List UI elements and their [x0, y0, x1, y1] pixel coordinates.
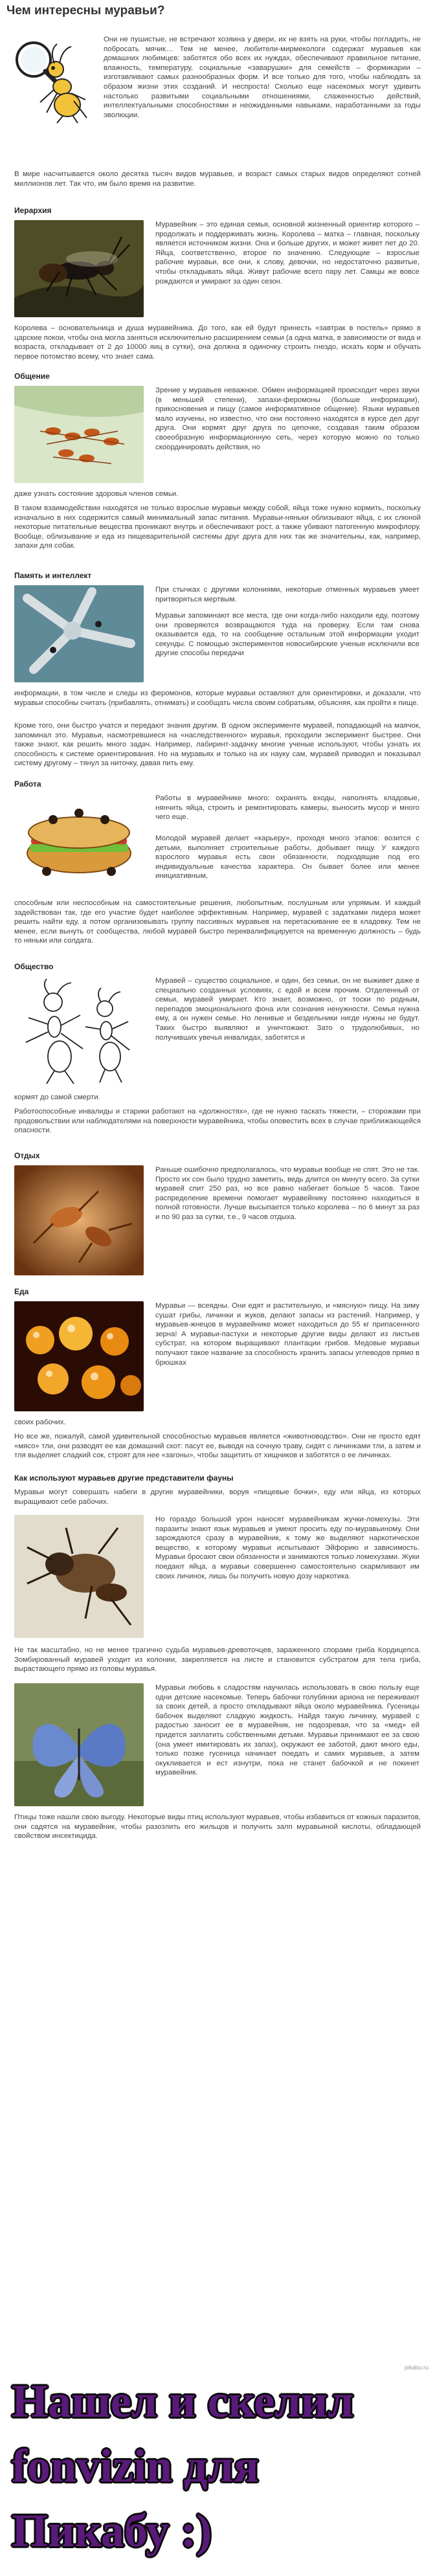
ant-sandwich-cartoon [14, 794, 144, 891]
ant-sketch-drawing [14, 976, 144, 1086]
memory-paragraph-3: информации, в том числе и следы из феромонов, которые муравьи оставляют для ориентировки, и доказали, что муравьи способны считать (прибавлять, отнимать) и сообщать числа своим собратьям, объясняя, как пройти к пище. [14, 689, 421, 707]
section-heading-memory: Память и интеллект [14, 571, 92, 580]
ant-magnifier-illustration [9, 34, 93, 124]
exploit-paragraph-0: Муравьи могут совершать набеги в другие муравейники, воруя «пищевые бочки», еду или яйца, из которых выращивают себе рабочих. [14, 1488, 421, 1506]
banner-line-3: Пикабу :) [12, 2505, 212, 2557]
ant-maze-experiment-photo [14, 585, 144, 682]
honeypot-ants-photo [14, 1301, 144, 1411]
hierarchy-paragraph-1: Муравейник – это единая семья, основной жизненный ориентир которого – продолжать и поддерживать жизнь. Королева – матка – главная, поскольку является источником жизни. Она и больше других, и может живет лет до 20. Яйца, соответственно, второе по значению. Следующие – взрослые рабочие муравьи, все они, к слову, девочки, но недостаточно развитые, чтобы откладывать яйца. Живут рабочие всего пару лет. Самцы же вовсе рождаются и умирают за один сезон. [155, 221, 419, 286]
section-heading-work: Работа [14, 779, 41, 789]
section-heading-hierarchy: Иерархия [14, 206, 52, 215]
section-heading-exploit: Как используют муравьев другие представители фауны [14, 1473, 234, 1483]
food-paragraph-1: Муравьи — всеядны. Они едят и растительную, и «мясную» пищу. На зиму сушат грибы, личинки и жуков, делают запасы из растений. Например, у муравьев-жнецов в муравейнике может находиться до 55 кг припасенного зерна! А муравьи-пастухи и некоторые другие виды делают из листьев субстрат, на котором выращивают плантации грибов. Медовые муравьи получают такое название за способность хранить запасы углеводов прямо в брюшках [155, 1302, 419, 1367]
banner-line-2: fonvizin для [12, 2440, 259, 2492]
memory-paragraph-2: Муравьи запоминают все места, где они когда-либо находили еду, поэтому они проверяются возвращаются туда на проверку. Если там снова оказывается еда, то на сообщение остальным этой информации уходит секунды. С помощью экспериментов новосибирские ученые исключили все другие способы передачи [155, 612, 419, 658]
exploit-paragraph-4: Птицы тоже нашли свою выгоду. Некоторые виды птиц используют муравьев, чтобы избавиться от кожных паразитов, они садятся на муравейник, чтобы разозлить его жильцов и получить залп муравьиной кислоты, обладающей свойством инсектицида. [14, 1813, 421, 1841]
banner-line-1: Нашел и скелил [12, 2375, 354, 2427]
intro-paragraph-1: Они не пушистые, не встречают хозяина у двери, их не взять на руки, чтобы погладить, не побросать мячик… Тем не менее, любители-мирмекологи содержат муравьев как домашних любимцев: заботятся обо всех их нуждах, обеспечивают правильное питание, влажность, температуру, социальные «заварушки» для семейств – формикарии – изготавливают самых разнообразных форм. И все только для того, чтобы наблюдать за образом жизни этих созданий. И неспроста! Сколько еще насекомых могут удивить настолько развитыми социальными отношениями, слаженностью действий, интеллектуальными способностями и неожиданными навыками, наработанными за годы эволюции. [104, 36, 421, 119]
society-paragraph-1: Муравей – существо социальное, и один, без семьи, он не выживет даже в специально созданных условиях, с едой и всем прочим. Отделенный от семьи, муравей умирает. Кто знает, возможно, от тоски по родным, перепадов эмоционального фона или сознания ненужности. Семья нужна ему, а он нужен семье. Но ленивые и бездельники нигде нужны не будут. Таких быстро выявляют и уничтожают. Зато о трудолюбивых, но получивших увечья инвалидах, заботятся и [155, 977, 419, 1042]
communication-paragraph-2: даже узнать состояние здоровья членов семьи. [14, 490, 179, 498]
communication-paragraph-3: В таком взаимодействии находятся не только взрослые муравьи между собой, яйца тоже нужно кормить, поскольку изначально в них содержится самый минимальный запас питания. Муравьи-няньки облизывают яйца, с их слюной некоторые питательные вещества проникают внутрь и обеспечивают рост, а также убивают патогенную микрофлору. Вообще, облизывание и еда из пищеварительной системы друг друга для них так же значительны, как, например, запахи для собак. [14, 504, 421, 550]
memory-paragraph-4: Кроме того, они быстро учатся и передают знания другим. В одном эксперименте муравей, попадающий на маячок, запоминал это. Муравьи, насмотревшиеся на «наследственного» муравья, проходили эксперимент быстрее. Они также знают, как решить много задач. Например, лабиринт-задачку многие ученые используют, чтобы узнать их способность к системе ориентирования. Но на муравьях и только на их науку сам, муравей приводил и показывал систему другому – тянул за ниточку, давая пить ему. [14, 722, 421, 768]
work-paragraph-2: Молодой муравей делает «карьеру», проходя много этапов: возится с детьми, выполняет строительные работы, добывает пищу. У каждого взрослого муравья есть свои обязанности, подходящие под его индивидуальные качества характера. Он бывает более или менее инициативным, [155, 834, 419, 880]
work-paragraph-3: способным или неспособным на самостоятельные решения, любопытным, послушным или упрямым. И каждый задействован так, где его участие будет наиболее эффективным. Например, муравей с задатками лидера может решить найти еду, а потом организовывать группу пассивных муравьев на перетаскивание ее в кладовку. Тем не менее, если вынуть от сообщества, любой муравей быстро переквалифицируется на временную должность – будь то няньки или солдата. [14, 899, 421, 945]
work-paragraph-1: Работы в муравейнике много: охранять входы, наполнять кладовые, нянчить яйца, строить и ремонтировать камеры, выносить мусор и много чего еще. [155, 794, 419, 822]
section-heading-rest: Отдых [14, 1151, 40, 1160]
memory-paragraph-1: При стычках с другими колониями, некоторые отменных муравьев умеет притворяться мертвым. [155, 586, 419, 603]
alcon-blue-butterfly-photo [14, 1683, 144, 1806]
section-heading-communication: Общение [14, 372, 50, 381]
communication-paragraph-1: Зрение у муравьев неважное. Обмен информацией происходит через звуки (в меньшей степени), запахи-феромоны (больше информации), прикосновения и пищу (самое информативное общение). Языки муравьев мало изучены, но известно, что они постоянно находятся в курсе дел друг друга. Они кормят друг друга по цепочке, создавая таким образом своеобразную информационную сеть, через которую можно по только скоординировать действия, но [155, 386, 419, 451]
society-paragraph-3: Работоспособные инвалиды и старики работают на «должностях», где не нужно таскать тяжести, – сторожами при продовольствии или наблюдателями на поверхности муравейника, чтобы оповестить всех в случае приближающейся опасности. [14, 1108, 421, 1135]
hierarchy-paragraph-2: Королева – основательница и душа муравейника. До того, как ей будут принесть «завтрак в постель» прямо в царские покои, чтобы она могла заняться исключительно расширением семьи (а одна матка, в зависимости от вида и возраста, откладывает от 2 до 10000 яиц в сутки), она должна в одиночку строить гнездо, искать корм и обучать первое потомство всему, что знает сама. [14, 324, 421, 361]
food-paragraph-2: своих рабочих. [14, 1418, 66, 1426]
exploit-paragraph-3: Муравьи любовь к сладостям научилась использовать в свою пользу еще одни детские насекомые. Теперь бабочки голубянки ариона не переживают за своих детей, а просто откладывают яйца около муравейника. Гусеницы бабочек выделяют сладкую жидкость. Найдя такую личинку, муравей с радостью заносит ее в муравейник, не подозревая, что за «мед» ей придется заплатить собственными детьми. Муравьи принимают ее за свою (она умеет имитировать их запах), окружают ее заботой, дают много еды, только позже гусеница начинает поедать и самих муравьев, а затем окукливается и ест изнутри, пока не станет бабочкой и не покинет муравейник. [155, 1684, 419, 1777]
queen-ant-photo [14, 220, 144, 317]
intro-paragraph-2: В мире насчитывается около десятка тысяч видов муравьев, и возраст самых старых видов определяют сотней миллионов лет. Так что, им было время на развитие. [14, 170, 421, 188]
rest-paragraph-1: Раньше ошибочно предполагалось, что муравьи вообще не спят. Это не так. Просто их сон было трудно заметить, ведь длится он минуту всего. За сутки муравей спит 250 раз, но все равно набегает больше 5 часов. Такое распределение времени помогает муравейнику постоянно находиться в полной готовности. Лучше высыпается только королева – по 6 минут за раз и по 90 раз за сутки, т.е., 9 часов отдыха. [155, 1166, 419, 1221]
section-heading-food: Еда [14, 1287, 29, 1296]
page-title: Чем интересны муравьи? [6, 4, 165, 17]
exploit-paragraph-1: Но гораздо большой урон наносят муравейникам жучки-ломехузы. Эти паразиты знают язык муравьев и умеют просить еду по-муравьиному. Они зарождаются сразу в муравейник, к тому же выделяют наркотическое вещество, к которому муравьи испытывают Эйфорию и зависимость. Муравьи бросают свои обязанности и занимаются только ломехузами. Жуки поедают яйца, а муравьи совершенно самостоятельно скармливают им своих личинок, лишь бы получить новую дозу наркотика. [155, 1516, 419, 1580]
weaver-ants-photo [14, 386, 144, 483]
society-paragraph-2: кормят до самой смерти. [14, 1093, 100, 1101]
section-heading-society: Общество [14, 962, 54, 971]
lomechusa-beetle-photo [14, 1515, 144, 1638]
exploit-paragraph-2: Не так масштабно, но не менее трагично судьба муравьев-древоточцев, зараженного спорами гриба Кордицепса. Зомбированный муравей уходит из колонии, закрепляется на листе и становится субстратом для тела гриба, вырастающего прямо из головы муравья. [14, 1646, 421, 1674]
food-paragraph-3: Но все же, пожалуй, самой удивительной способностью муравьев является «животноводство». Они не просто едят «мясо» тли, они разводят ее как домашний скот: пасут ее, выводя на сочную траву, сидят с личинками тли, а затем и тля выделяет сладкий сок, строят для нее «загоны», чтобы защитить от хищников и заботятся о ее личинках. [14, 1433, 421, 1460]
resting-ants-photo [14, 1165, 144, 1275]
credits-banner [0, 2372, 435, 2576]
watermark: pikabu.ru [404, 2364, 429, 2371]
